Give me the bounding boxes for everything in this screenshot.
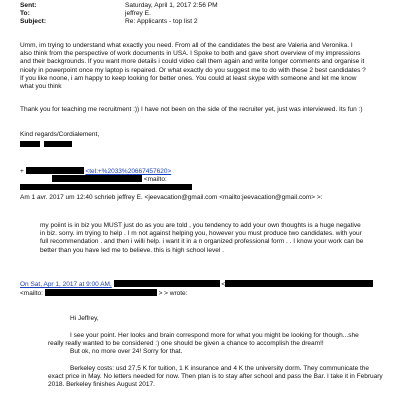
thanks-text: Thank you for teaching me recruitment :)) I have not been on the side of the recruiter yet, just was interviewed. Its fun :) — [20, 106, 363, 113]
quote1-body — [40, 222, 385, 255]
quote2-wrote-text: > > wrote: — [158, 290, 188, 297]
redaction-bar — [20, 141, 40, 147]
quote2-greeting — [70, 315, 380, 323]
body-line: my poiint is in biz you MUST just do as you are told , you tendency to add your own thoughts is a huge negative — [40, 222, 361, 229]
quote2-on-row — [20, 280, 380, 289]
body-line: exact price in May. No letters needed for now. Then plan is to stay after school and pass the Bar. I take it in February — [48, 373, 383, 381]
redaction-bar — [20, 184, 192, 190]
body-line: really really wanted to be considered :) one should be given a chance to accomplish the dream!! — [48, 340, 324, 348]
signature-mail-row — [52, 175, 400, 184]
body-line: Berkeley costs: usd 27,5 K for tuition, 1 K insurance and 4 K the university dorm. They communicate the — [70, 365, 370, 372]
to-row — [20, 10, 380, 18]
body-line: full recommendation . and then i willi help. i want it in a n organized professional form . . I know your work can be — [40, 238, 364, 246]
redaction-bar — [26, 167, 84, 174]
quote2-mailto-row — [20, 289, 380, 298]
greeting-text: Hi Jeffrey, — [70, 315, 99, 322]
subject-value: Re: Applicants - top list 2 — [125, 18, 198, 25]
body-line: But ok, no more over 24! Sorry for that. — [70, 348, 183, 356]
subject-row — [20, 18, 380, 26]
quote1-intro — [20, 194, 380, 202]
quote2-p2 — [48, 365, 388, 390]
regards-text: Kind regards/Cordialement, — [20, 131, 100, 138]
quote2-mailto-text: <mailto: — [20, 290, 43, 297]
thanks-line — [20, 106, 380, 114]
body-line: I see your point. Her looks and brain correspond more for what you might be looking for though...she — [70, 332, 359, 339]
redaction-bar — [45, 289, 157, 296]
redaction-bar — [114, 280, 220, 287]
body-line: also think from the perspective of work documents in USA. I Spoke to both and gave short overview of my impressions — [20, 50, 361, 58]
body-line: nicely in powerpoint once my laptop is repaired. Or what exactly do you suggest me to do with these 2 best candidates ? — [20, 66, 366, 74]
quote2-on-text: On Sat, Apr 1, 2017 at 9:00 AM, — [20, 281, 112, 288]
reply-body — [20, 42, 380, 91]
quote1-intro-text: Am 1 avr. 2017 um 12:40 schrieb jeffrey E. <jeevacation@gmail.com <mailto:jeevacation@gmail.com> >: — [20, 194, 323, 201]
redaction-bar — [225, 280, 373, 287]
tel-link[interactable]: <tel:+%2033%20667457620> — [85, 168, 172, 175]
body-line: better than you have led me to believe. this is high school level . — [40, 246, 224, 254]
body-line: Umm, im trying to understand what exactly you need. From all of the candidates the best are Valeria and Veronika. I — [20, 42, 353, 49]
redaction-bar — [52, 175, 142, 182]
sent-value: Saturday, April 1, 2017 2:56 PM — [125, 2, 218, 9]
angle-open: < — [221, 281, 226, 288]
mailto-text: <mailto: — [143, 176, 167, 183]
body-line: and their backgrounds. If you want more details i could video call them again and write longer comments and organise it — [20, 58, 365, 66]
quote2-p1 — [48, 332, 388, 357]
sent-label: Sent: — [20, 2, 37, 9]
plus-sign: + — [20, 168, 24, 175]
redaction-bar — [44, 141, 72, 147]
sent-row — [20, 2, 380, 10]
body-line: If you like noone, i am happy to keep looking for better ones. You could at least skype with someone and let me know — [20, 74, 357, 82]
to-label: To: — [20, 10, 30, 17]
body-line: in biz. sorry. im trying to help . I m not against helping you, however you must produce two candidates. with your — [40, 230, 362, 238]
body-line: 2018. Berkeley finishes August 2017. — [48, 381, 155, 389]
body-line: what you think — [20, 83, 62, 91]
to-value: jeffrey E. — [125, 10, 151, 17]
regards-line — [20, 131, 380, 139]
subject-label: Subject: — [20, 18, 47, 25]
